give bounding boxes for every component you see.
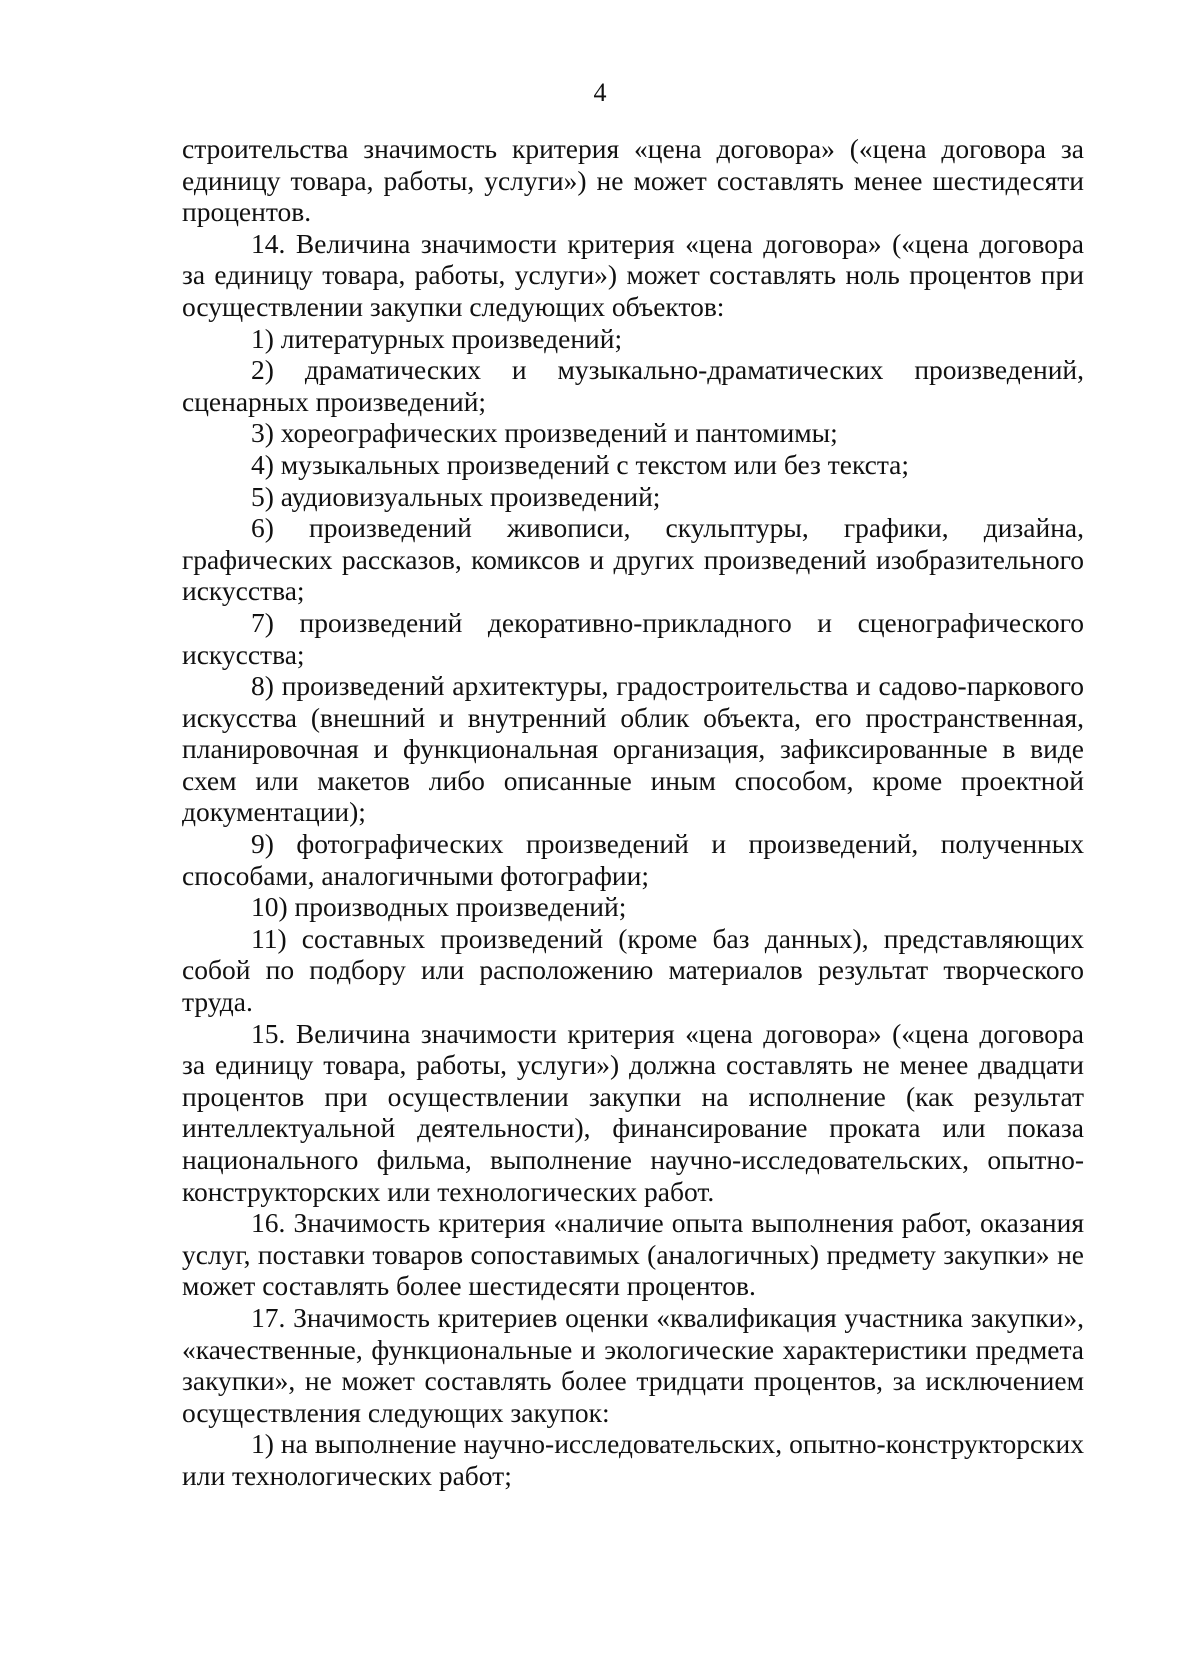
list-item-1: 1) литературных произведений; <box>251 322 623 354</box>
list-item-5: 5) аудиовизуальных произведений; <box>251 480 661 512</box>
list-item-11: 11) составных произведений (кроме баз данных), представляющих собой по подбору или расположению материалов результат творческого труда. <box>182 922 1084 1018</box>
paragraph-continuation: строительства значимость критерия «цена договора» («цена договора за единицу товара, работы, услуги») не может составлять менее шестидесяти процентов. <box>182 133 1084 228</box>
list-item-9: 9) фотографических произведений и произведений, полученных способами, аналогичными фотографии; <box>182 828 1084 891</box>
list-item-3: 3) хореографических произведений и пантомимы; <box>251 417 838 449</box>
list-item-4: 4) музыкальных произведений с текстом или без текста; <box>251 448 910 480</box>
list-item-2: 2) драматических и музыкально-драматических произведений, сценарных произведений; <box>182 354 1084 417</box>
document-body <box>182 133 1084 1492</box>
list-item-7: 7) произведений декоративно-прикладного и сценографического искусства; <box>182 606 1084 670</box>
paragraph-clause-15: 15. Величина значимости критерия «цена договора» («цена договора за единицу товара, работы, услуги») должна составлять не менее двадцати процентов при осуществлении закупки на исполнение (как результат интеллектуальной деятельности), финансирование проката или показа национального фильма, выполнение научно-исследовательских, опытно-конструкторских или технологических работ. <box>182 1017 1084 1207</box>
page-number: 4 <box>593 78 607 107</box>
list-item-6: 6) произведений живописи, скульптуры, графики, дизайна, графических рассказов, комиксов и других произведений изобразительного искусства; <box>182 512 1084 607</box>
list-item-17-1: 1) на выполнение научно-исследовательских, опытно-конструкторских или технологических работ; <box>182 1428 1084 1491</box>
paragraph-clause-14: 14. Величина значимости критерия «цена договора» («цена договора за единицу товара, работы, услуги») может составлять ноль процентов при осуществлении закупки следующих объектов: <box>182 227 1084 322</box>
paragraph-clause-17: 17. Значимость критериев оценки «квалификация участника закупки», «качественные, функциональные и экологические характеристики предмета закупки», не может составлять более тридцати процентов, за исключением осуществления следующих закупок: <box>182 1301 1084 1428</box>
paragraph-clause-16: 16. Значимость критерия «наличие опыта выполнения работ, оказания услуг, поставки товаров сопоставимых (аналогичных) предмету закупки» не может составлять более шестидесяти процентов. <box>182 1207 1084 1302</box>
list-item-10: 10) производных произведений; <box>251 891 627 923</box>
list-item-8: 8) произведений архитектуры, градостроительства и садово-паркового искусства (внешний и внутренний облик объекта, его пространственная, планировочная и функциональная организация, зафиксированные в виде схем или макетов либо описанные иным способом, кроме проектной документации); <box>182 670 1084 828</box>
